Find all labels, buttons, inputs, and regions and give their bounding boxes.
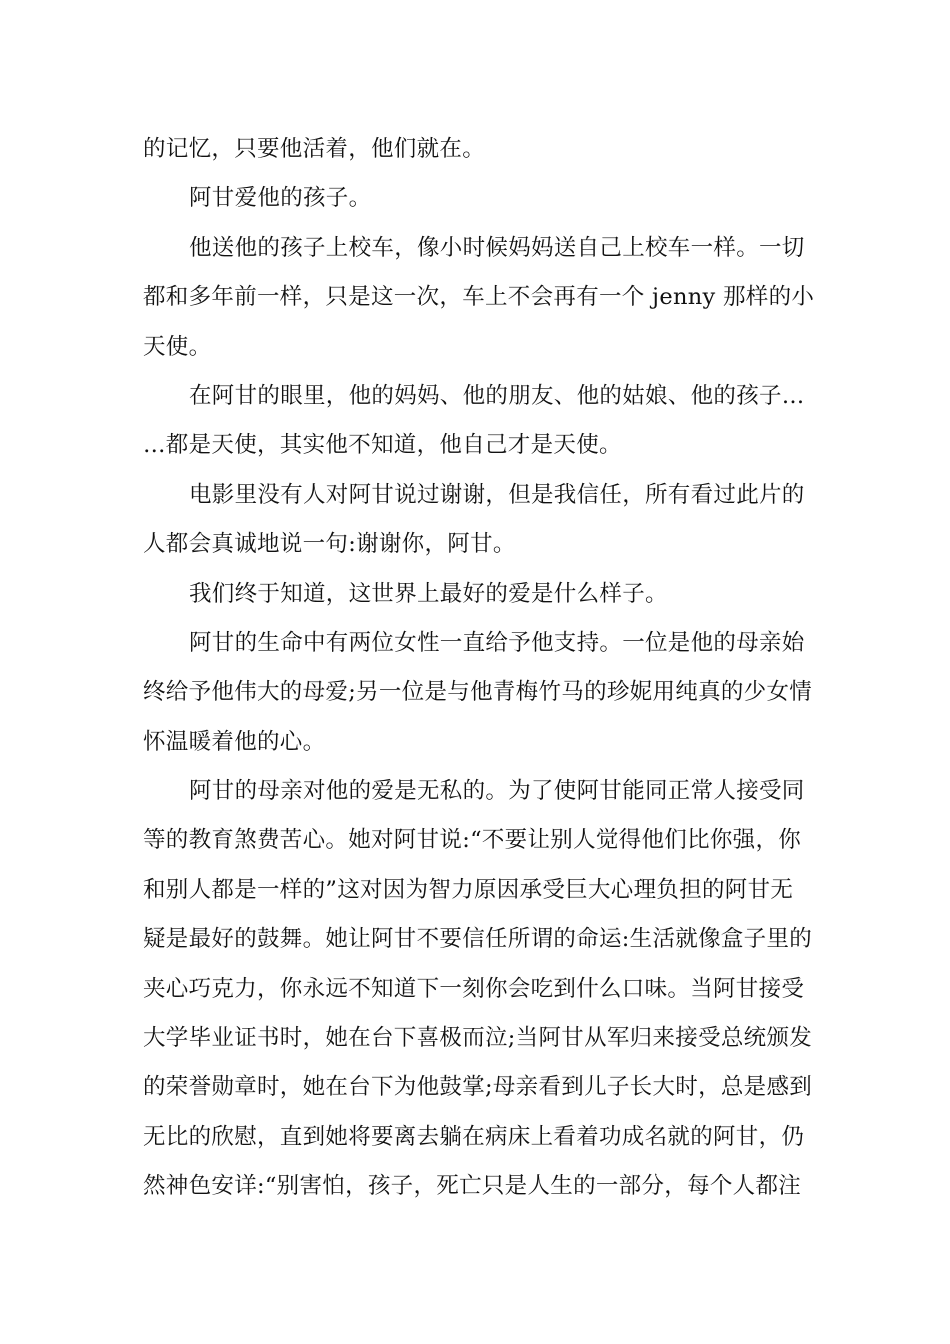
text-line: 我们终于知道，这世界上最好的爱是什么样子。 xyxy=(189,580,668,607)
text-line: 天使。 xyxy=(143,333,212,360)
text-line: 然神色安详:“别害怕，孩子，死亡只是人生的一部分，每个人都注 xyxy=(143,1173,802,1200)
text-line: 的记忆，只要他活着，他们就在。 xyxy=(143,136,486,162)
text-line: 夹心巧克力，你永远不知道下一刻你会吃到什么口味。当阿甘接受 xyxy=(143,975,805,1002)
text-line: 怀温暖着他的心。 xyxy=(143,728,326,755)
text-line: 的荣誉勋章时，她在台下为他鼓掌;母亲看到儿子长大时，总是感到 xyxy=(143,1074,813,1101)
text-line: 阿甘爱他的孩子。 xyxy=(189,185,372,212)
text-line: 终给予他伟大的母爱;另一位是与他青梅竹马的珍妮用纯真的少女情 xyxy=(143,679,813,706)
text-line: 和别人都是一样的”这对因为智力原因承受巨大心理负担的阿甘无 xyxy=(143,876,794,903)
text-line: 他送他的孩子上校车，像小时候妈妈送自己上校车一样。一切 xyxy=(189,234,805,261)
text-line: 大学毕业证书时，她在台下喜极而泣;当阿甘从军归来接受总统颁发 xyxy=(143,1025,813,1052)
text-line: 阿甘的生命中有两位女性一直给予他支持。一位是他的母亲始 xyxy=(189,629,805,656)
text-line: 都和多年前一样，只是这一次，车上不会再有一个 jenny 那样的小 xyxy=(143,284,815,311)
text-line: 无比的欣慰，直到她将要离去躺在病床上看着功成名就的阿甘，仍 xyxy=(143,1123,805,1150)
text-line: 阿甘的母亲对他的爱是无私的。为了使阿甘能同正常人接受同 xyxy=(189,778,805,805)
text-line: 电影里没有人对阿甘说过谢谢，但是我信任，所有看过此片的 xyxy=(189,481,805,508)
text-line: 疑是最好的鼓舞。她让阿甘不要信任所谓的命运:生活就像盒子里的 xyxy=(143,926,813,953)
text-line: 人都会真诚地说一句:谢谢你，阿甘。 xyxy=(143,531,516,558)
text-line: …都是天使，其实他不知道，他自己才是天使。 xyxy=(143,432,622,459)
text-line: 在阿甘的眼里，他的妈妈、他的朋友、他的姑娘、他的孩子… xyxy=(189,382,805,409)
text-line: 等的教育煞费苦心。她对阿甘说:“不要让别人觉得他们比你强，你 xyxy=(143,827,802,854)
body-text xyxy=(143,125,815,1212)
